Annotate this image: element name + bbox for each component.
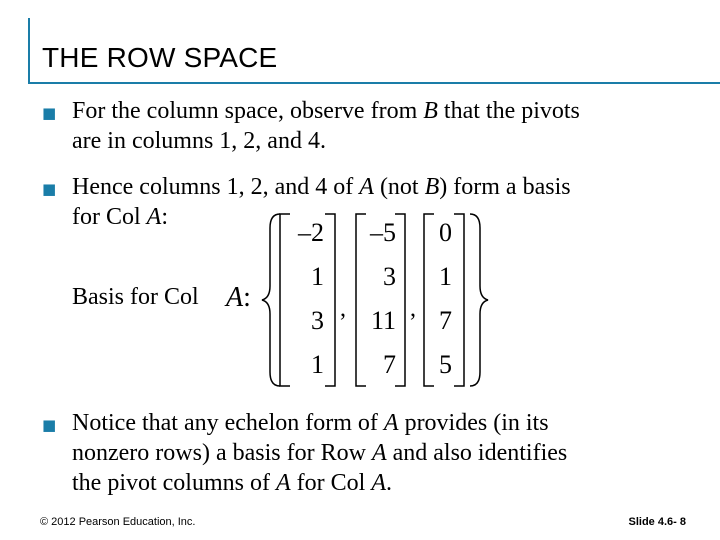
footer-copyright: © 2012 Pearson Education, Inc.	[40, 516, 196, 528]
vector-separator: ,	[410, 296, 416, 322]
vector-1-entry: –2	[298, 218, 324, 247]
basis-label: Basis for Col	[72, 284, 199, 310]
vector-3-entry: 5	[439, 350, 452, 379]
bullet-1-text: For the column space, observe from B that the pivots are in columns 1, 2, and 4.	[72, 98, 580, 154]
vector-3-entry: 0	[439, 218, 452, 247]
square-bullet-icon: ■	[42, 180, 57, 198]
square-bullet-icon: ■	[42, 416, 57, 434]
square-bullet-icon: ■	[42, 104, 57, 122]
vector-3-entry: 1	[439, 262, 452, 291]
vector-1-entry: 3	[311, 306, 324, 335]
vector-2-entry: 7	[383, 350, 396, 379]
vector-2-entry: –5	[370, 218, 396, 247]
left-brace-icon	[262, 214, 280, 386]
basis-var: A:	[226, 282, 251, 313]
vector-separator: ,	[340, 296, 346, 322]
vector-1-entry: 1	[311, 350, 324, 379]
vector-1-right-bracket	[325, 214, 335, 386]
bullet-3-text: Notice that any echelon form of A provides (in its nonzero rows) a basis for Row A and also identifies the pivot columns of A for Col A.	[72, 410, 568, 496]
right-brace-icon	[470, 214, 488, 386]
bullet-2-text: Hence columns 1, 2, and 4 of A (not B) form a basis for Col A:	[72, 174, 571, 230]
vector-2-right-bracket	[395, 214, 405, 386]
vector-3-right-bracket	[454, 214, 464, 386]
slide-title: THE ROW SPACE	[42, 42, 278, 73]
vector-1-entry: 1	[311, 262, 324, 291]
vector-2-entry: 11	[370, 306, 396, 335]
vector-3-entry: 7	[439, 306, 452, 335]
footer-slide-number: Slide 4.6- 8	[628, 516, 686, 528]
vector-2-entry: 3	[383, 262, 396, 291]
